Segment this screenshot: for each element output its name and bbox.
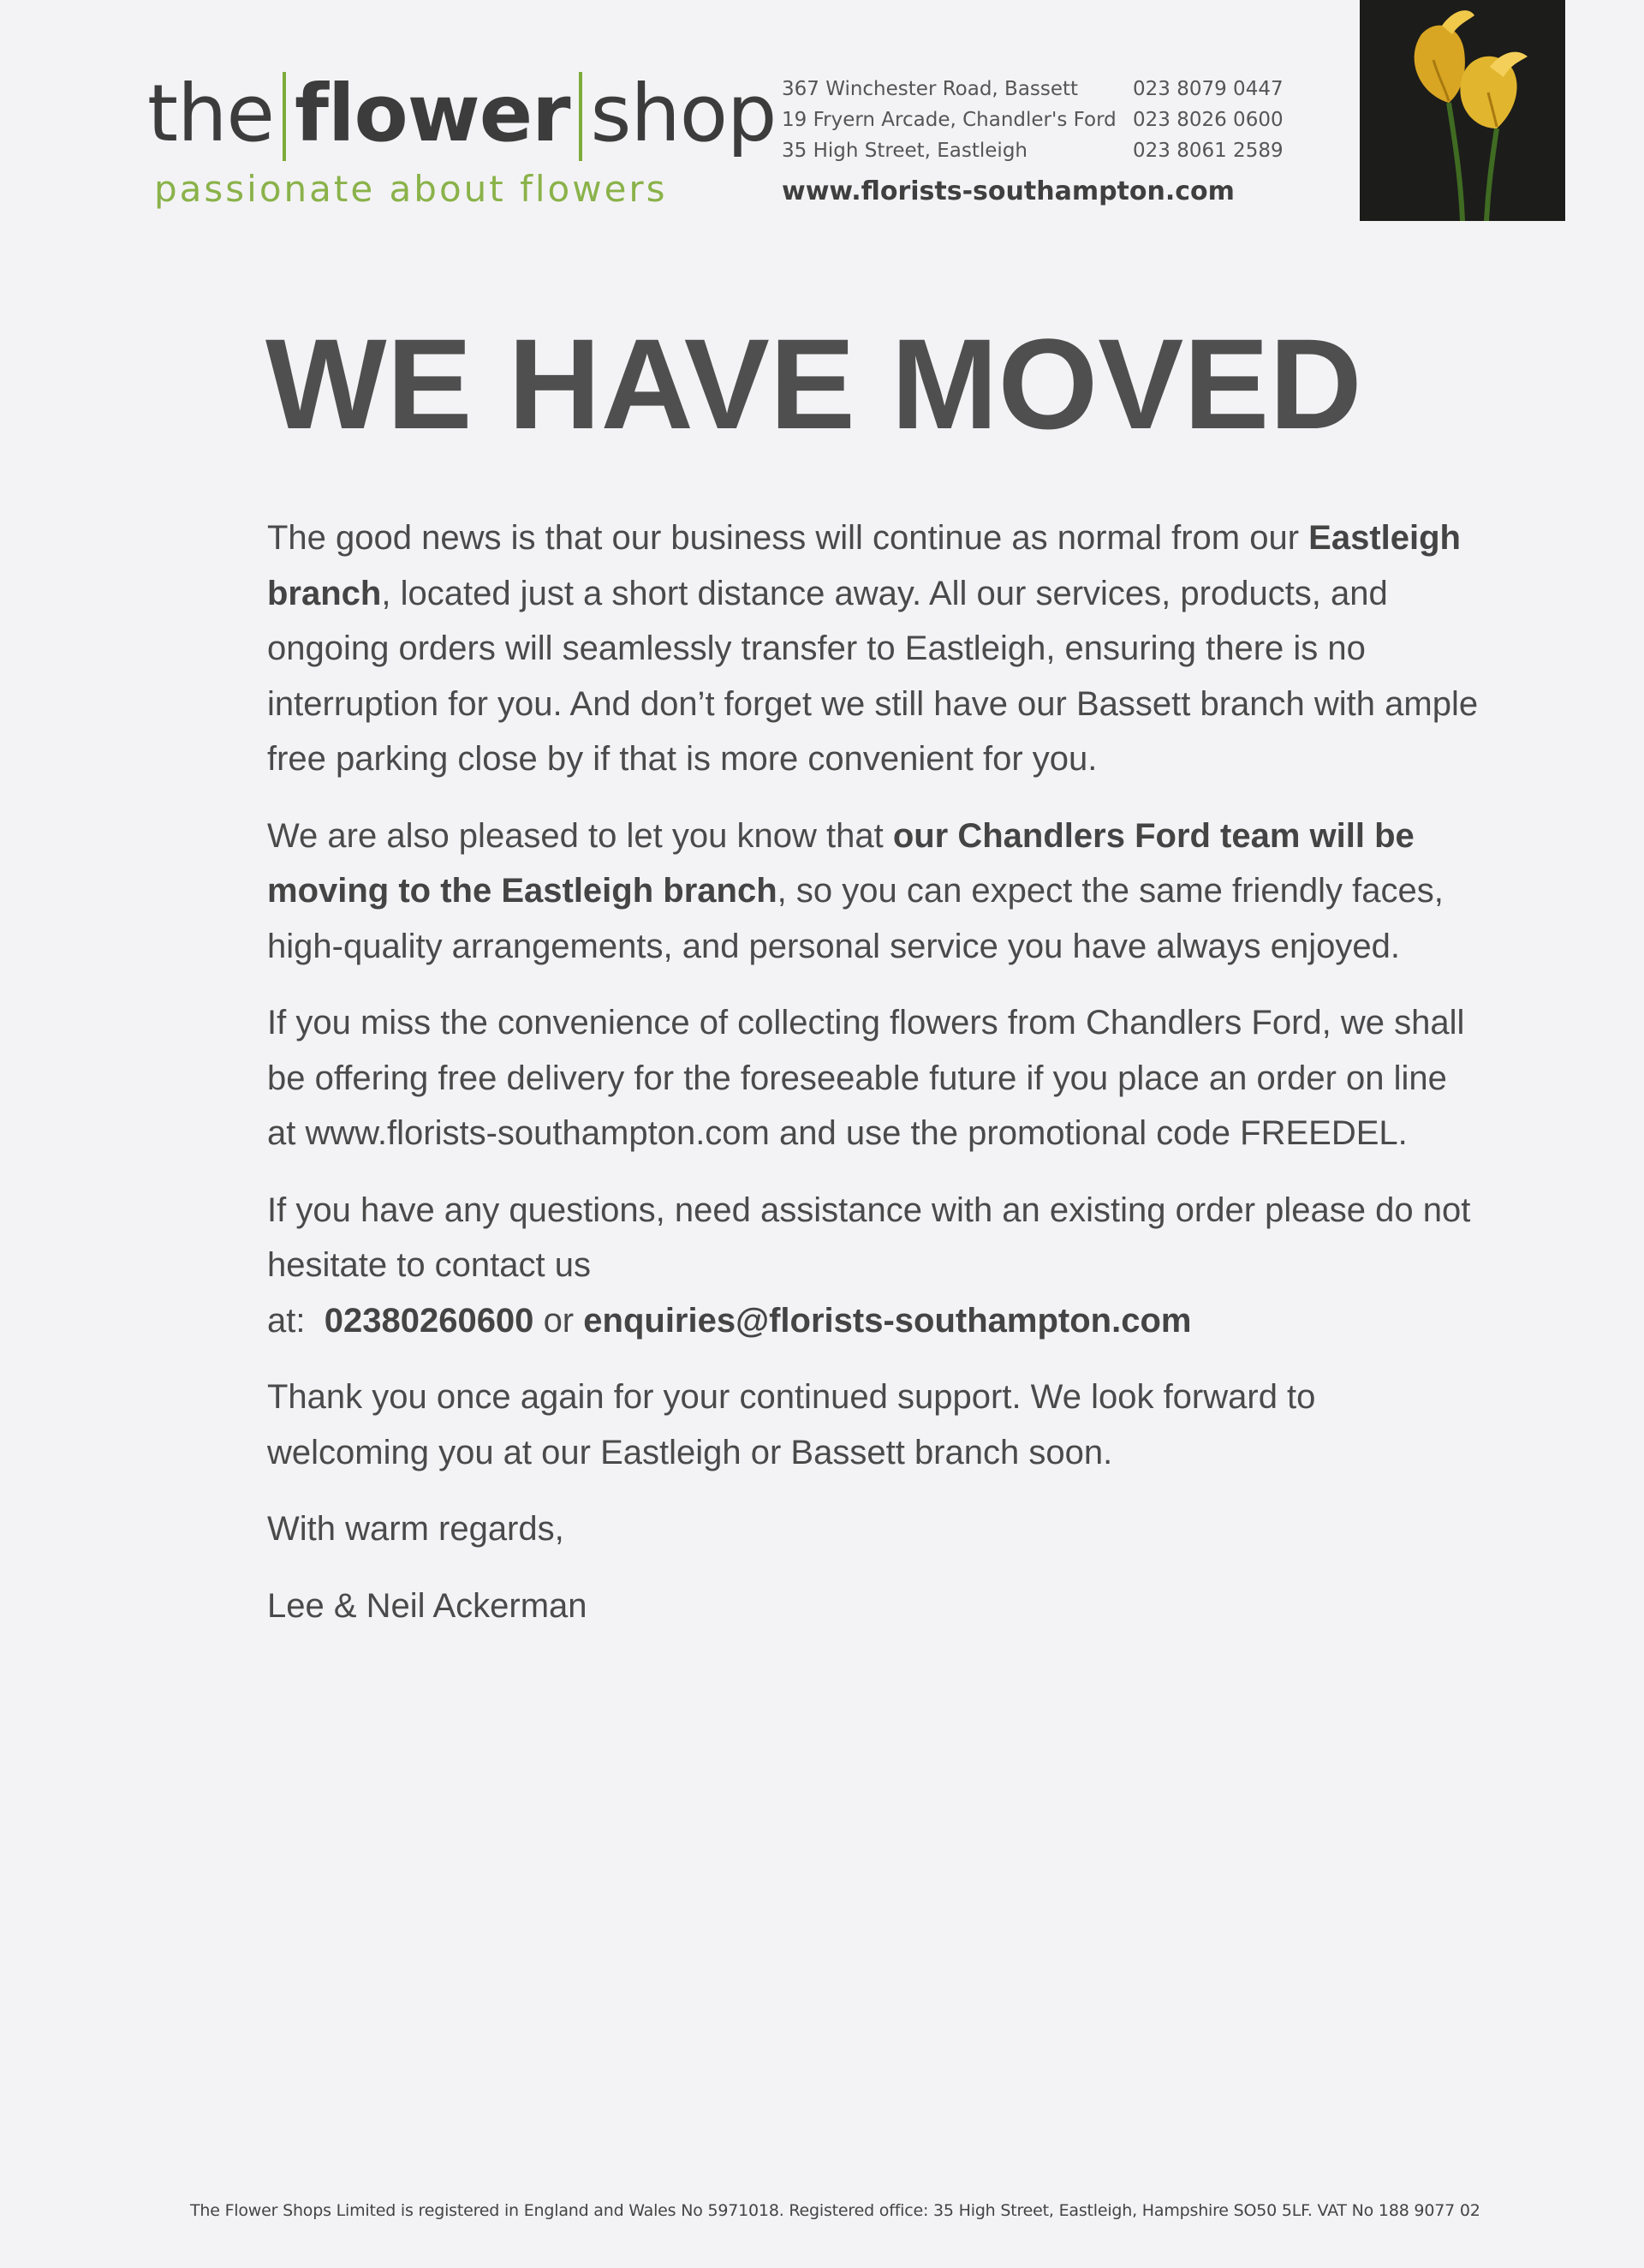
logo-divider	[283, 72, 286, 161]
branch-row	[782, 74, 1284, 104]
page-title: WE HAVE MOVED	[265, 312, 1362, 456]
branch-address: 35 High Street, Eastleigh	[782, 140, 1028, 162]
calla-lily-icon	[1360, 0, 1565, 221]
logo-word-shop: shop	[590, 68, 777, 159]
text-run-bold: Eastleigh branch	[267, 519, 1461, 612]
contact-phone: 02380260600	[324, 1301, 534, 1340]
branch-address: 19 Fryern Arcade, Chandler's Ford	[782, 109, 1117, 131]
branch-phone: 023 8026 0600	[1133, 109, 1284, 131]
paragraph-3: If you miss the convenience of collecting flowers from Chandlers Ford, we shall be offering free delivery for the foreseeable future if you place an order on line at www.florists-southampton.com and use the promotional code FREEDEL.	[267, 1004, 1465, 1152]
calla-lily-image	[1360, 0, 1565, 221]
text-run: at:	[267, 1301, 306, 1340]
branch-phone: 023 8061 2589	[1133, 140, 1284, 162]
contact-email: enquiries@florists-southampton.com	[583, 1301, 1192, 1340]
letter-body	[267, 510, 1483, 1655]
text-run: , so you can expect the same friendly faces, high-quality arrangements, and personal service you have always enjoyed.	[267, 872, 1444, 965]
text-run: , located just a short distance away. All our services, products, and ongoing orders will seamlessly transfer to Eastleigh, ensuring there is no interruption for you. And don’t forget we still have our Bassett branch with ample free parking close by if that is more convenient for you.	[267, 574, 1479, 778]
text-run: If you have any questions, need assistance with an existing order please do not hesitate to contact us	[267, 1191, 1471, 1284]
branch-address: 367 Winchester Road, Bassett	[782, 78, 1079, 100]
registration-footer: The Flower Shops Limited is registered in England and Wales No 5971018. Registered office: 35 High Street, Eastleigh, Hampshire SO50 5LF. VAT No 188 9077 02	[190, 2201, 1480, 2220]
branch-phone: 023 8079 0447	[1133, 78, 1284, 100]
text-run: The good news is that our business will continue as normal from our	[267, 519, 1309, 557]
closing: With warm regards,	[267, 1510, 564, 1548]
paragraph-1	[267, 510, 1483, 787]
text-run-bold: our Chandlers Ford team will be moving to the Eastleigh branch	[267, 816, 1415, 910]
text-run: We are also pleased to let you know that	[267, 816, 893, 855]
logo-word-the: the	[147, 68, 274, 159]
logo-tagline: passionate about flowers	[154, 168, 668, 210]
logo-divider	[579, 72, 582, 161]
paragraph-2	[267, 809, 1483, 975]
branch-row	[782, 104, 1284, 135]
paragraph-5: Thank you once again for your continued support. We look forward to welcoming you at our Eastleigh or Bassett branch soon.	[267, 1378, 1316, 1471]
text-run: or	[543, 1301, 575, 1340]
website-link: www.florists-southampton.com	[782, 176, 1235, 206]
branch-row	[782, 135, 1284, 166]
paragraph-4	[267, 1183, 1483, 1349]
logo-word-flower: flower	[294, 68, 570, 159]
signature: Lee & Neil Ackerman	[267, 1586, 587, 1625]
branch-contacts	[782, 74, 1284, 166]
company-logo	[147, 67, 776, 161]
